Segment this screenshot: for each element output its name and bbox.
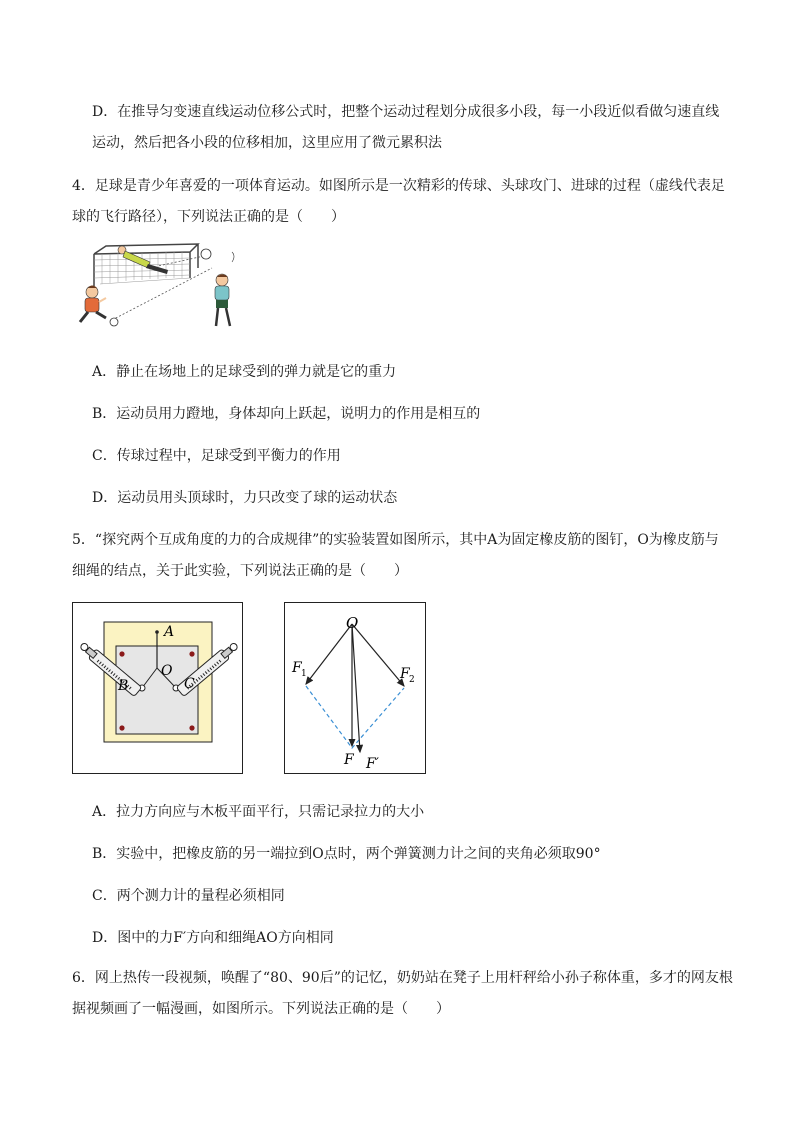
label-f2: F bbox=[400, 666, 410, 682]
force-diagram bbox=[284, 602, 426, 774]
header-figure bbox=[201, 249, 234, 326]
q4-stem-line1: 4．足球是青少年喜爱的一项体育运动。如图所示是一次精彩的传球、头球攻门、进球的过程（虚线代表足 bbox=[72, 178, 725, 194]
label-f1: F bbox=[292, 660, 302, 676]
kicker-figure bbox=[80, 286, 118, 327]
label-b: B bbox=[118, 678, 129, 694]
label-f2-sub: 2 bbox=[409, 675, 415, 685]
q3-option-d-line2: 运动，然后把各小段的位移相加，这里应用了微元累积法 bbox=[92, 135, 442, 151]
label-c: C bbox=[184, 676, 195, 692]
q5-option-b[interactable]: B．实验中，把橡皮筋的另一端拉到O点时，两个弹簧测力计之间的夹角必须取90° bbox=[92, 846, 601, 862]
label-f: F bbox=[344, 752, 354, 768]
q4-option-b[interactable]: B．运动员用力蹬地，身体却向上跃起，说明力的作用是相互的 bbox=[92, 406, 481, 422]
q6-stem-line1: 6．网上热传一段视频，唤醒了“80、90后”的记忆，奶奶站在凳子上用杆秤给小孙子称体重，多才的网友根 bbox=[72, 970, 733, 986]
q5-stem-line2: 细绳的结点，关于此实验，下列说法正确的是（ ） bbox=[72, 563, 408, 579]
apparatus-figure bbox=[72, 602, 243, 774]
q5-option-c[interactable]: C．两个测力计的量程必须相同 bbox=[92, 888, 285, 904]
q4-stem-line2: 球的飞行路径），下列说法正确的是（ ） bbox=[72, 209, 345, 225]
label-f-prime: F′ bbox=[366, 756, 379, 772]
q4-option-c[interactable]: C．传球过程中，足球受到平衡力的作用 bbox=[92, 448, 341, 464]
goalkeeper-figure bbox=[118, 246, 168, 274]
label-f1-sub: 1 bbox=[301, 669, 307, 679]
q3-option-d-line1: D．在推导匀变速直线运动位移公式时，把整个运动过程划分成很多小段，每一小段近似看做匀速直线 bbox=[92, 104, 720, 120]
q6-stem-line2: 据视频画了一幅漫画，如图所示。下列说法正确的是（ ） bbox=[72, 1001, 450, 1017]
q4-option-a[interactable]: A．静止在场地上的足球受到的弹力就是它的重力 bbox=[92, 364, 397, 380]
q5-stem-line1: 5．“探究两个互成角度的力的合成规律”的实验装置如图所示，其中A为固定橡皮筋的图钉，O为橡皮筋与 bbox=[72, 532, 719, 548]
label-o: O bbox=[161, 663, 173, 679]
q5-option-d[interactable]: D．图中的力F′方向和细绳AO方向相同 bbox=[92, 930, 334, 946]
q4-option-d[interactable]: D．运动员用头顶球时，力只改变了球的运动状态 bbox=[92, 490, 398, 506]
label-o-right: O bbox=[346, 614, 359, 632]
label-a: A bbox=[164, 624, 175, 640]
soccer-figure bbox=[72, 240, 240, 332]
q5-option-a[interactable]: A．拉力方向应与木板平面平行，只需记录拉力的大小 bbox=[92, 804, 425, 820]
